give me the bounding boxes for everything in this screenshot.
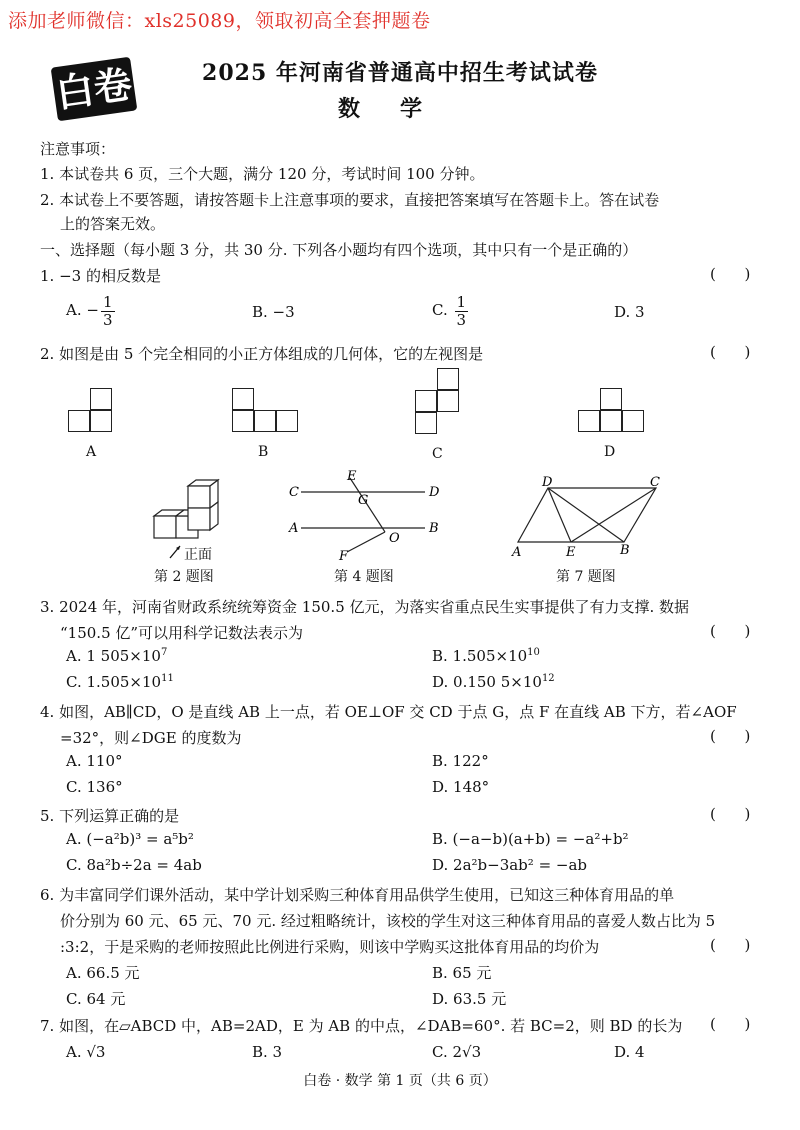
q4-option-c: C. 136°: [66, 778, 123, 796]
q1-stem: 1. −3 的相反数是: [40, 267, 161, 285]
q6-stem-1: 6. 为丰富同学们课外活动，某中学计划采购三种体育用品供学生使用，已知这三种体育用品的单: [40, 886, 675, 904]
front-label: 正面: [184, 547, 212, 563]
q2-option-a-label: A: [86, 444, 97, 460]
q7-option-c: C. 2√3: [432, 1043, 482, 1061]
q7-figure: [508, 475, 668, 563]
label-c: C: [650, 475, 660, 490]
q2-option-b-label: B: [258, 444, 269, 460]
page-footer: 白卷 · 数学 第 1 页（共 6 页）: [303, 1073, 497, 1089]
q7-option-d: D. 4: [614, 1043, 645, 1061]
page-title: 2025 年河南省普通高中招生考试试卷: [202, 60, 598, 86]
q2-stem: 2. 如图是由 5 个完全相同的小正方体组成的几何体，它的左视图是: [40, 345, 484, 363]
section-heading: 一、选择题（每小题 3 分，共 30 分. 下列各小题均有四个选项，其中只有一个是正确的）: [40, 241, 638, 259]
label-d: D: [542, 475, 553, 490]
q4-option-d: D. 148°: [432, 778, 490, 796]
q6-stem-3: :3:2，于是采购的老师按照此比例进行采购，则该中学购买这批体育用品的均价为: [60, 938, 600, 956]
subject-title: 数学: [337, 96, 462, 122]
q1-option-d: D. 3: [614, 303, 645, 321]
q6-option-c: C. 64 元: [66, 990, 126, 1008]
notice-item-1: 1. 本试卷共 6 页，三个大题，满分 120 分，考试时间 100 分钟。: [40, 165, 485, 183]
q4-option-a: A. 110°: [66, 752, 123, 770]
q4-figure: [285, 470, 455, 565]
label-f: F: [339, 549, 349, 564]
label-e: E: [566, 545, 576, 560]
fig2-caption: 第 2 题图: [154, 569, 214, 585]
notice-item-2b: 上的答案无效。: [60, 215, 166, 233]
q4-stem-1: 4. 如图，AB∥CD，O 是直线 AB 上一点，若 OE⊥OF 交 CD 于点 G，点 F 在直线 AB 下方，若∠AOF: [40, 703, 737, 721]
label-c: C: [289, 485, 299, 500]
q3-option-d: D. 0.150 $5\times 10^{12}$: [432, 673, 555, 691]
label-b: B: [620, 543, 630, 558]
q7-option-b: B. 3: [252, 1043, 283, 1061]
fig4-caption: 第 4 题图: [334, 569, 394, 585]
stamp-logo: 白卷: [51, 57, 138, 122]
fig7-caption: 第 7 题图: [556, 569, 616, 585]
q5-option-c: C. 8a²b÷2a = 4ab: [66, 856, 202, 874]
q3-option-a: A. 1 $505\times 10^7$: [66, 647, 168, 665]
q7-answer-paren: ( ): [710, 1015, 751, 1033]
q5-stem: 5. 下列运算正确的是: [40, 807, 180, 825]
q6-stem-2: 价分别为 60 元、65 元、70 元. 经过粗略统计，该校的学生对这三种体育用品的喜爱人数占比为 5: [60, 912, 716, 930]
q6-option-d: D. 63.5 元: [432, 990, 507, 1008]
label-o: O: [389, 531, 400, 546]
q2-option-d-label: D: [604, 444, 616, 460]
q6-option-b: B. 65 元: [432, 964, 492, 982]
notice-heading: 注意事项：: [40, 140, 116, 158]
q1-answer-paren: ( ): [710, 265, 751, 283]
watermark: 添加老师微信：xls25089，领取初高全套押题卷: [8, 10, 431, 32]
label-a: A: [512, 545, 522, 560]
q1-option-b: B. −3: [252, 303, 295, 321]
q5-answer-paren: ( ): [710, 805, 751, 823]
q3-stem-2: “150.5 亿”可以用科学记数法表示为: [60, 624, 304, 642]
fraction: $\frac{1}{3}$: [456, 293, 467, 329]
q5-option-a: A. (−a²b)³ = a⁵b²: [66, 830, 194, 848]
notice-item-2a: 2. 本试卷上不要答题，请按答题卡上注意事项的要求，直接把答案填写在答题卡上。答在试卷: [40, 191, 660, 209]
fraction: $\frac{1}{3}$: [102, 293, 113, 329]
q7-stem: 7. 如图，在▱ABCD 中，AB=2AD，E 为 AB 的中点，∠DAB=60°. 若 BC=2，则 BD 的长为: [40, 1017, 683, 1035]
q3-option-c: C. $1.505\times 10^{11}$: [66, 673, 174, 691]
q5-option-b: B. (−a−b)(a+b) = −a²+b²: [432, 830, 629, 848]
label-e: E: [347, 469, 357, 484]
q5-option-d: D. 2a²b−3ab² = −ab: [432, 856, 588, 874]
q4-answer-paren: ( ): [710, 727, 751, 745]
q3-option-b: B. $1.505\times 10^{10}$: [432, 647, 540, 665]
q6-answer-paren: ( ): [710, 936, 751, 954]
q4-stem-2: =32°，则∠DGE 的度数为: [60, 729, 242, 747]
q4-option-b: B. 122°: [432, 752, 489, 770]
q2-option-c-label: C: [432, 446, 443, 462]
q2-answer-paren: ( ): [710, 343, 751, 361]
label-b: B: [429, 521, 439, 536]
label-a: A: [289, 521, 299, 536]
q3-answer-paren: ( ): [710, 622, 751, 640]
label-g: G: [358, 493, 369, 508]
q6-option-a: A. 66.5 元: [66, 964, 140, 982]
q3-stem-1: 3. 2024 年，河南省财政系统统筹资金 150.5 亿元，为落实省重点民生实事提供了有力支撑. 数据: [40, 598, 690, 616]
label-d: D: [429, 485, 440, 500]
q1-option-a: A. − $\frac{1}{3}$: [66, 293, 113, 329]
q1-option-c: C. $\frac{1}{3}$: [432, 293, 467, 329]
q7-option-a: A. √3: [66, 1043, 106, 1061]
